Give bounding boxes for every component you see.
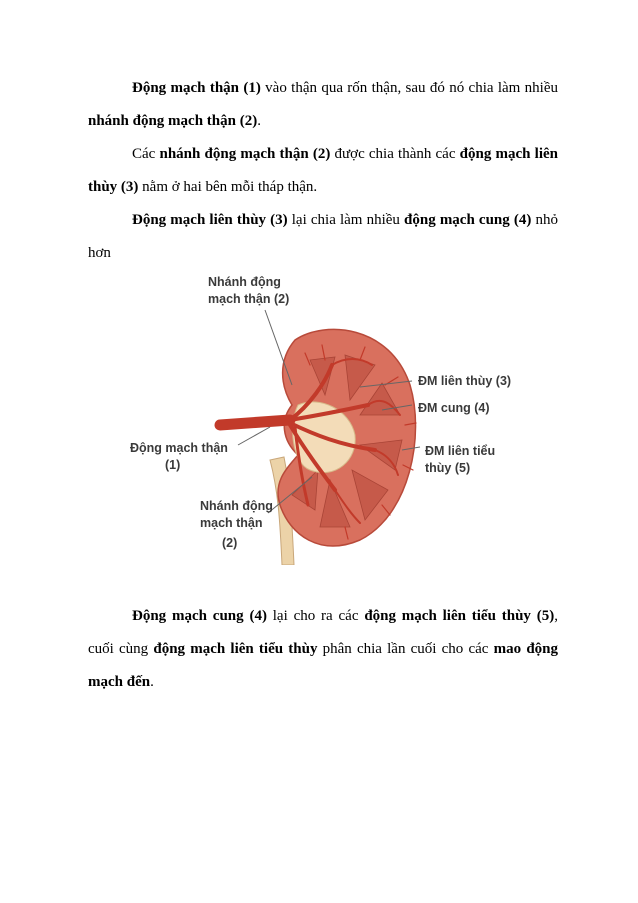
label-branch-top-line2: mạch thận (2) xyxy=(208,292,290,306)
label-branch-bottom-line1: Nhánh động xyxy=(200,499,273,513)
text-run: Động mạch liên thùy (3) xyxy=(132,212,288,228)
text-run: nhỏ hơn xyxy=(88,212,558,261)
label-renal-artery-line2: (1) xyxy=(165,458,181,472)
kidney-artery-diagram xyxy=(120,265,540,565)
label-interlobar: ĐM liên thùy (3) xyxy=(418,374,512,388)
text-run: được chia thành các xyxy=(330,146,460,162)
text-run: vào thận qua rốn thận, sau đó nó chia làm nhiều xyxy=(260,80,558,96)
text-run: nhánh động mạch thận (2) xyxy=(88,113,258,129)
text-run: , cuối cùng xyxy=(88,608,558,657)
text-run: lại chia làm nhiều xyxy=(287,212,405,228)
text-run: động mạch liên tiểu thùy (5) xyxy=(364,608,555,624)
paragraph-2 xyxy=(88,138,558,204)
text-run: động mạch liên tiểu thùy xyxy=(153,641,318,657)
text-run: Các xyxy=(132,146,160,162)
text-run: động mạch cung (4) xyxy=(404,212,532,228)
label-interlobular-line1: ĐM liên tiểu xyxy=(425,444,496,458)
label-branch-top-line1: Nhánh động xyxy=(208,275,281,289)
label-arcuate: ĐM cung (4) xyxy=(418,401,490,415)
label-branch-bottom-line3: (2) xyxy=(222,536,238,550)
paragraph-1 xyxy=(88,72,558,138)
text-run: lại cho ra các xyxy=(266,608,365,624)
text-run: Động mạch thận (1) xyxy=(132,80,261,96)
text-run: nằm ở hai bên mỗi tháp thận. xyxy=(138,179,318,195)
paragraph-4 xyxy=(88,600,558,699)
text-run: Động mạch cung (4) xyxy=(132,608,267,624)
label-branch-bottom-line2: mạch thận xyxy=(200,516,263,530)
text-run: mao động mạch đến xyxy=(88,641,559,690)
text-run: nhánh động mạch thận (2) xyxy=(159,146,331,162)
label-interlobular-line2: thùy (5) xyxy=(425,461,471,475)
paragraph-3 xyxy=(88,204,558,270)
text-run: phân chia lần cuối cho các xyxy=(317,641,494,657)
text-run: . xyxy=(150,674,154,690)
label-renal-artery-line1: Động mạch thận xyxy=(130,441,228,455)
text-run: động mạch liên thùy (3) xyxy=(88,146,558,195)
text-run: . xyxy=(257,113,261,129)
